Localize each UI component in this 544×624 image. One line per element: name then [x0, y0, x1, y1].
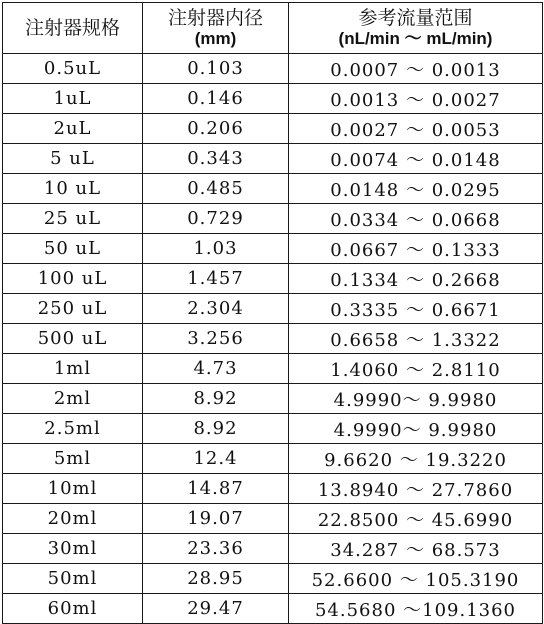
- table-row: [3, 444, 543, 474]
- flow-range-cell: 0.0027 ～ 0.0053: [289, 114, 543, 144]
- flow-range-cell: 0.0148 ～ 0.0295: [289, 174, 543, 204]
- syringe-spec-cell: 100 uL: [3, 264, 143, 294]
- inner-diameter-cell: 12.4: [143, 444, 289, 474]
- header-flow-range: [289, 3, 543, 54]
- inner-diameter-cell: 4.73: [143, 354, 289, 384]
- inner-diameter-cell: 0.729: [143, 204, 289, 234]
- flow-range-cell: 13.8940 ～ 27.7860: [289, 474, 543, 504]
- inner-diameter-cell: 0.103: [143, 54, 289, 84]
- flow-range-cell: 4.9990～ 9.9980: [289, 384, 543, 414]
- table-row: [3, 144, 543, 174]
- flow-range-cell: 9.6620 ～ 19.3220: [289, 444, 543, 474]
- syringe-spec-cell: 2uL: [3, 114, 143, 144]
- header-inner-diameter: [143, 3, 289, 54]
- inner-diameter-cell: 0.343: [143, 144, 289, 174]
- table-row: [3, 354, 543, 384]
- syringe-spec-cell: 0.5uL: [3, 54, 143, 84]
- header-row: [3, 3, 543, 54]
- header-flow-range-unit: (nL/min ～ mL/min): [338, 29, 493, 48]
- table-row: [3, 474, 543, 504]
- header-inner-diameter-unit: (mm): [194, 29, 237, 48]
- inner-diameter-cell: 0.206: [143, 114, 289, 144]
- inner-diameter-cell: 2.304: [143, 294, 289, 324]
- syringe-spec-cell: 20ml: [3, 504, 143, 534]
- syringe-spec-cell: 60ml: [3, 594, 143, 624]
- inner-diameter-cell: 1.03: [143, 234, 289, 264]
- flow-range-cell: 0.6658 ～ 1.3322: [289, 324, 543, 354]
- header-flow-range-title: 参考流量范围: [358, 7, 473, 29]
- syringe-spec-cell: 250 uL: [3, 294, 143, 324]
- inner-diameter-cell: 28.95: [143, 564, 289, 594]
- inner-diameter-cell: 0.485: [143, 174, 289, 204]
- inner-diameter-cell: 3.256: [143, 324, 289, 354]
- flow-range-cell: 4.9990～ 9.9980: [289, 414, 543, 444]
- table-row: [3, 54, 543, 84]
- inner-diameter-cell: 1.457: [143, 264, 289, 294]
- flow-range-cell: 0.0334 ～ 0.0668: [289, 204, 543, 234]
- table-row: [3, 564, 543, 594]
- table-row: [3, 84, 543, 114]
- flow-range-cell: 0.0667 ～ 0.1333: [289, 234, 543, 264]
- table-row: [3, 414, 543, 444]
- syringe-spec-cell: 50 uL: [3, 234, 143, 264]
- flow-range-cell: 34.287 ～ 68.573: [289, 534, 543, 564]
- flow-range-cell: 0.0007 ～ 0.0013: [289, 54, 543, 84]
- table-row: [3, 294, 543, 324]
- table-row: [3, 174, 543, 204]
- inner-diameter-cell: 8.92: [143, 384, 289, 414]
- header-inner-diameter-title: 注射器内径: [167, 7, 263, 29]
- syringe-spec-cell: 30ml: [3, 534, 143, 564]
- syringe-spec-table: [2, 2, 543, 624]
- table-row: [3, 534, 543, 564]
- table-row: [3, 114, 543, 144]
- flow-range-cell: 0.0013 ～ 0.0027: [289, 84, 543, 114]
- table-row: [3, 204, 543, 234]
- inner-diameter-cell: 29.47: [143, 594, 289, 624]
- syringe-spec-cell: 1uL: [3, 84, 143, 114]
- syringe-spec-cell: 10 uL: [3, 174, 143, 204]
- flow-range-cell: 0.3335 ～ 0.6671: [289, 294, 543, 324]
- flow-range-cell: 0.1334 ～ 0.2668: [289, 264, 543, 294]
- flow-range-cell: 54.5680 ～109.1360: [289, 594, 543, 624]
- header-syringe-spec-title: 注射器规格: [24, 17, 120, 39]
- table-row: [3, 264, 543, 294]
- table-row: [3, 594, 543, 624]
- flow-range-cell: 22.8500 ～ 45.6990: [289, 504, 543, 534]
- syringe-spec-cell: 25 uL: [3, 204, 143, 234]
- flow-range-cell: 52.6600 ～ 105.3190: [289, 564, 543, 594]
- syringe-spec-cell: 1ml: [3, 354, 143, 384]
- table-row: [3, 504, 543, 534]
- syringe-spec-cell: 50ml: [3, 564, 143, 594]
- inner-diameter-cell: 8.92: [143, 414, 289, 444]
- table-row: [3, 324, 543, 354]
- table-row: [3, 234, 543, 264]
- syringe-spec-cell: 500 uL: [3, 324, 143, 354]
- syringe-spec-cell: 5ml: [3, 444, 143, 474]
- inner-diameter-cell: 0.146: [143, 84, 289, 114]
- syringe-spec-cell: 5 uL: [3, 144, 143, 174]
- flow-range-cell: 0.0074 ～ 0.0148: [289, 144, 543, 174]
- flow-range-cell: 1.4060 ～ 2.8110: [289, 354, 543, 384]
- syringe-spec-cell: 2ml: [3, 384, 143, 414]
- inner-diameter-cell: 23.36: [143, 534, 289, 564]
- table-row: [3, 384, 543, 414]
- header-syringe-spec: [3, 3, 143, 54]
- inner-diameter-cell: 14.87: [143, 474, 289, 504]
- syringe-spec-cell: 10ml: [3, 474, 143, 504]
- syringe-spec-cell: 2.5ml: [3, 414, 143, 444]
- inner-diameter-cell: 19.07: [143, 504, 289, 534]
